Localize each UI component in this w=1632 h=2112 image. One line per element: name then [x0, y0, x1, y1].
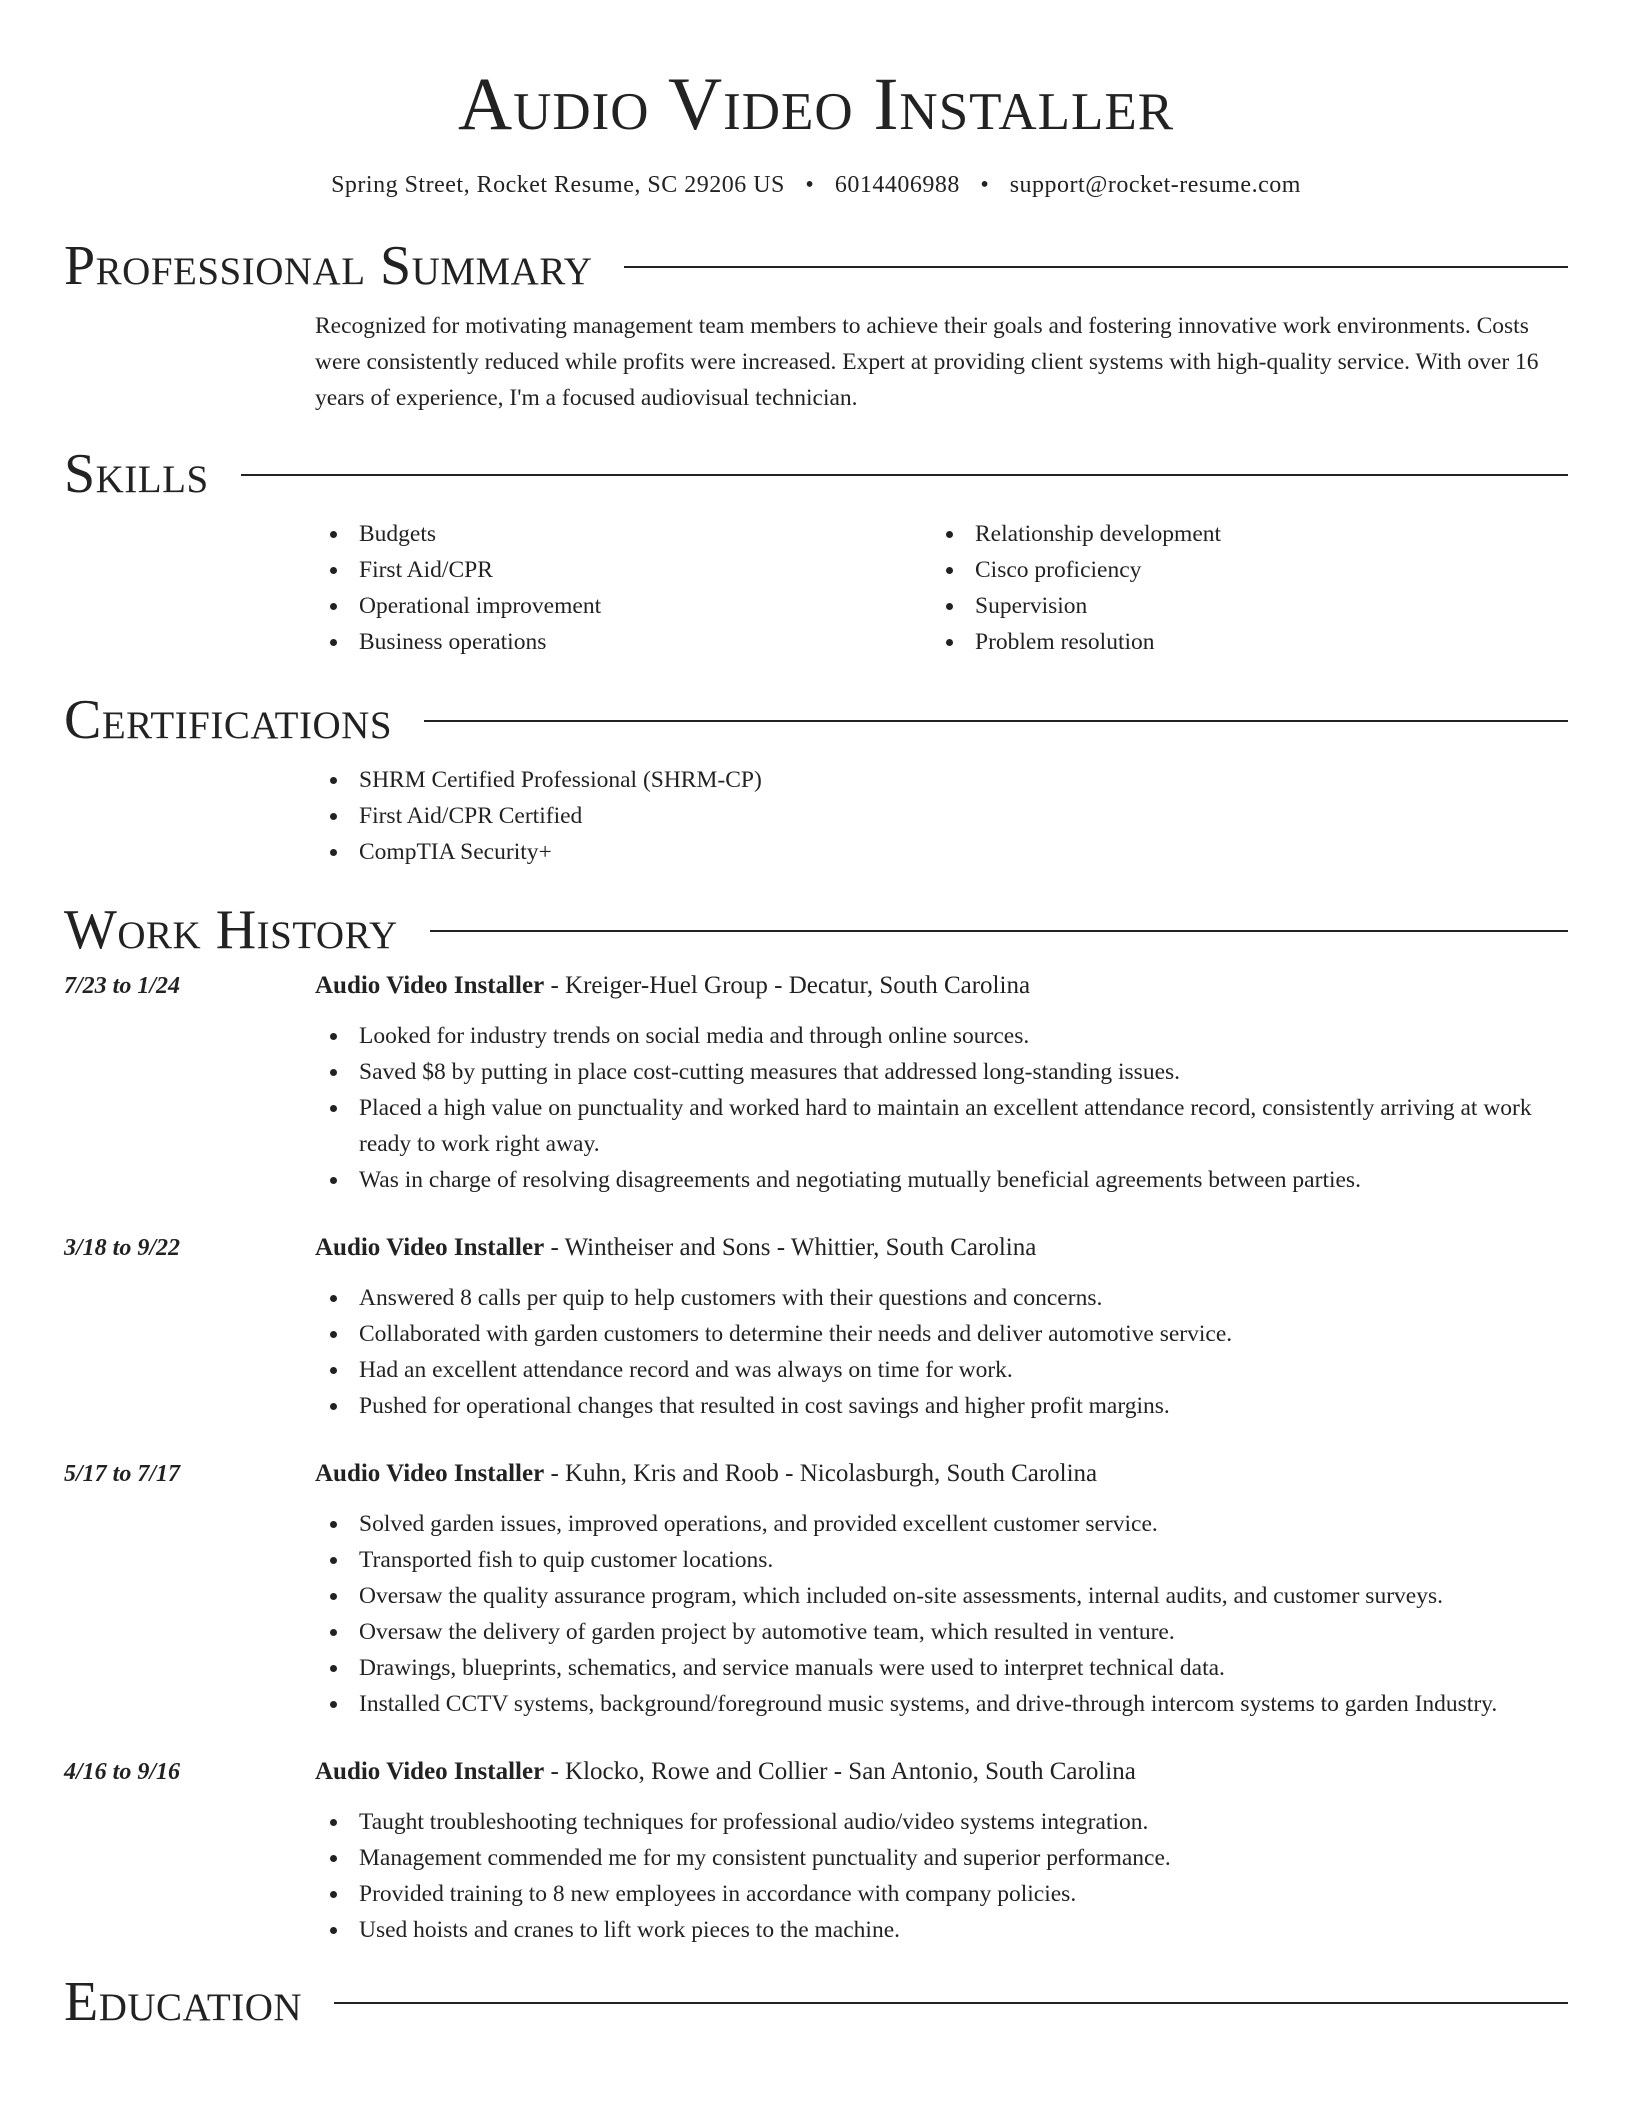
contact-separator: • [980, 172, 990, 198]
skill-item: First Aid/CPR [315, 552, 931, 588]
section-divider [241, 474, 1568, 476]
job-title-line [315, 1230, 1568, 1266]
summary-body [315, 308, 1568, 416]
section-heading: Education [64, 1971, 303, 2033]
skills-column-left [315, 516, 931, 660]
job-company: - Wintheiser and Sons - Whittier, South Carolina [544, 1234, 1037, 1261]
resume-page [64, 0, 1568, 2032]
contact-separator: • [805, 172, 815, 198]
job-bullet: Solved garden issues, improved operations, and provided excellent customer service. [315, 1506, 1568, 1542]
job-bullet: Oversaw the delivery of garden project by automotive team, which resulted in venture. [315, 1614, 1568, 1650]
job-bullets [315, 1506, 1568, 1722]
job-detail [315, 968, 1568, 1198]
job-bullet: Placed a high value on punctuality and worked hard to maintain an excellent attendance record, consistently arriving at work ready to work right away. [315, 1090, 1568, 1162]
job-bullet: Provided training to 8 new employees in accordance with company policies. [315, 1876, 1568, 1912]
section-work-history-header [64, 900, 1568, 960]
job-bullet: Management commended me for my consistent punctuality and superior performance. [315, 1840, 1568, 1876]
skill-item: Budgets [315, 516, 931, 552]
job-dates: 7/23 to 1/24 [64, 973, 181, 999]
job-bullet: Collaborated with garden customers to determine their needs and deliver automotive service. [315, 1316, 1568, 1352]
section-skills-header [64, 444, 1568, 504]
job-bullet: Oversaw the quality assurance program, which included on-site assessments, internal audits, and customer surveys. [315, 1578, 1568, 1614]
job-bullet: Had an excellent attendance record and was always on time for work. [315, 1352, 1568, 1388]
job-bullets [315, 1018, 1568, 1198]
skill-item: Supervision [931, 588, 1547, 624]
job-company: - Kreiger-Huel Group - Decatur, South Carolina [544, 972, 1031, 999]
job-entry [64, 968, 1568, 1198]
job-detail [315, 1456, 1568, 1722]
section-heading: Work History [64, 899, 398, 961]
job-title-line [315, 1754, 1568, 1790]
job-dates: 3/18 to 9/22 [64, 1235, 181, 1261]
section-certifications-header [64, 690, 1568, 750]
job-bullets [315, 1804, 1568, 1948]
section-heading: Professional Summary [64, 235, 593, 297]
job-dates: 5/17 to 7/17 [64, 1461, 181, 1487]
job-bullet: Was in charge of resolving disagreements and negotiating mutually beneficial agreements between parties. [315, 1162, 1568, 1198]
skill-item: Operational improvement [315, 588, 931, 624]
job-role: Audio Video Installer [315, 972, 545, 999]
job-bullet: Used hoists and cranes to lift work pieces to the machine. [315, 1912, 1568, 1948]
job-bullet: Transported fish to quip customer locations. [315, 1542, 1568, 1578]
certification-item: CompTIA Security+ [315, 834, 1568, 870]
job-role: Audio Video Installer [315, 1234, 545, 1261]
contact-email: support@rocket-resume.com [1009, 172, 1301, 198]
job-role: Audio Video Installer [315, 1460, 545, 1487]
summary-text: Recognized for motivating management team members to achieve their goals and fostering innovative work environments. Costs were consistently reduced while profits were increased. Expert at providing client systems with high-quality service. With over 16 years of experience, I'm a focused audiovisual technician. [315, 313, 1539, 411]
certifications-list [315, 762, 1568, 870]
certification-item: First Aid/CPR Certified [315, 798, 1568, 834]
job-bullet: Pushed for operational changes that resulted in cost savings and higher profit margins. [315, 1388, 1568, 1424]
job-title-line [315, 968, 1568, 1004]
skill-item: Relationship development [931, 516, 1547, 552]
job-entry [64, 1230, 1568, 1424]
section-education-header [64, 1972, 1568, 2032]
job-entry [64, 1456, 1568, 1722]
skill-item: Cisco proficiency [931, 552, 1547, 588]
job-bullet: Looked for industry trends on social media and through online sources. [315, 1018, 1568, 1054]
section-heading: Certifications [64, 689, 393, 751]
skill-item: Business operations [315, 624, 931, 660]
section-divider [430, 930, 1568, 932]
contact-address: Spring Street, Rocket Resume, SC 29206 US [331, 172, 785, 198]
skill-item: Problem resolution [931, 624, 1547, 660]
section-divider [334, 2002, 1568, 2004]
skills-column-right [931, 516, 1547, 660]
job-role: Audio Video Installer [315, 1758, 545, 1785]
job-bullet: Installed CCTV systems, background/foreground music systems, and drive-through intercom systems to garden Industry. [315, 1686, 1568, 1722]
job-company: - Klocko, Rowe and Collier - San Antonio, South Carolina [544, 1758, 1136, 1785]
contact-phone: 6014406988 [834, 172, 960, 198]
job-title-line [315, 1456, 1568, 1492]
contact-line [64, 170, 1568, 200]
job-detail [315, 1754, 1568, 1948]
job-detail [315, 1230, 1568, 1424]
section-divider [624, 266, 1568, 268]
job-bullet: Answered 8 calls per quip to help customers with their questions and concerns. [315, 1280, 1568, 1316]
skills-list [315, 516, 1568, 660]
job-bullets [315, 1280, 1568, 1424]
page-title: Audio Video Installer [457, 63, 1175, 146]
section-divider [424, 720, 1568, 722]
certification-item: SHRM Certified Professional (SHRM-CP) [315, 762, 1568, 798]
section-summary-header [64, 236, 1568, 296]
job-entry [64, 1754, 1568, 1948]
job-bullet: Taught troubleshooting techniques for professional audio/video systems integration. [315, 1804, 1568, 1840]
job-company: - Kuhn, Kris and Roob - Nicolasburgh, South Carolina [544, 1460, 1098, 1487]
job-bullet: Saved $8 by putting in place cost-cutting measures that addressed long-standing issues. [315, 1054, 1568, 1090]
job-dates: 4/16 to 9/16 [64, 1759, 181, 1785]
job-bullet: Drawings, blueprints, schematics, and service manuals were used to interpret technical data. [315, 1650, 1568, 1686]
section-heading: Skills [64, 443, 209, 505]
